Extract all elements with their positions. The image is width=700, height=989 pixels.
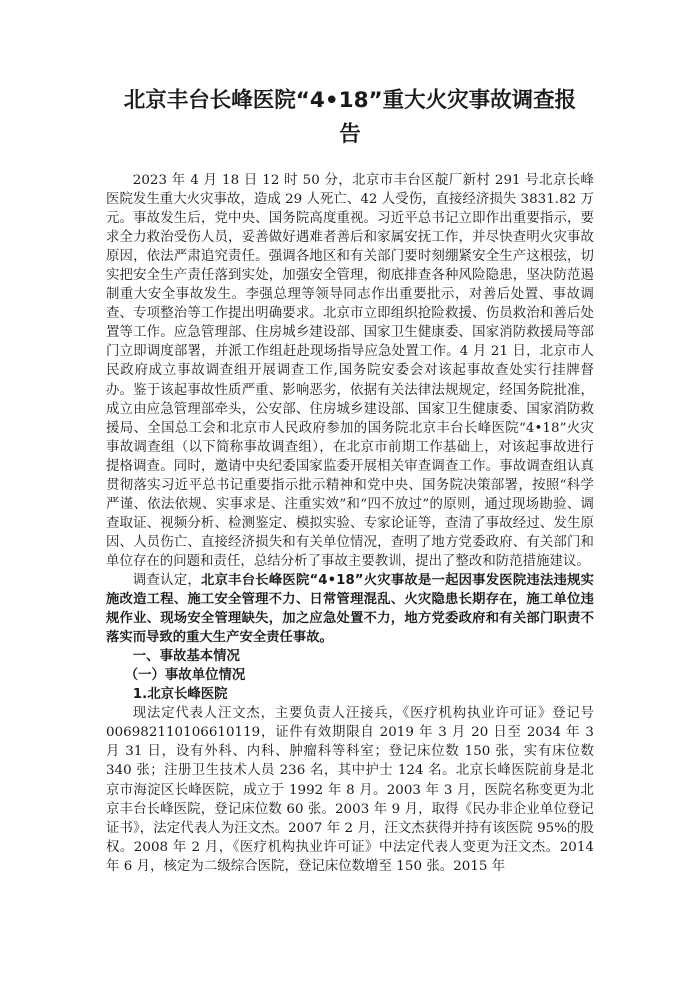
finding-lead: 调查认定， (132, 572, 202, 588)
subsection-heading-accident-unit: （一）事故单位情况 (124, 668, 246, 684)
report-title: 北京丰台长峰医院“4•18”重大火灾事故调查报告 (123, 88, 577, 147)
item-heading-hospital: 1.北京长峰医院 (132, 687, 228, 703)
finding-conclusion: 北京丰台长峰医院“4•18”火灾事故是一起因事发医院违法违规实施改造工程、施工安全管理不力、日常管理混乱、火灾隐患长期存在，施工单位违规作业、现场安全管理缺失，加之应急处置不力，地方党委政府和有关部门职责不落实而导致的重大生产安全责任事故。 (106, 572, 594, 646)
finding-paragraph (106, 571, 594, 647)
hospital-paragraph: 现法定代表人汪文杰，主要负责人汪接兵，《医疗机构执业许可证》登记号 006982110106610119，证件有效期限自 2019 年 3 月 20 日至 2034 年 3 月 31 日，设有外科、内科、肿瘤科等科室；登记床位数 150 张，实有床位数 340 张；注册卫生技术人员 236 名，其中护士 124 名。北京长峰医院前身是北京市海淀区长峰医院，成立于 1992 年 8 月。2003 年 3 月，医院名称变更为北京丰台长峰医院，登记床位数 60 张。2003 年 9 月，取得《民办非企业单位登记证书》，法定代表人为汪文杰。2007 年 2 月，汪文杰获得并持有该医院 95%的股权。2008 年 2 月，《医疗机构执业许可证》中法定代表人变更为汪文杰。2014 年 6 月，核定为二级综合医院，登记床位数增至 150 张。2015 年 (106, 706, 594, 874)
intro-paragraph: 2023 年 4 月 18 日 12 时 50 分，北京市丰台区靛厂新村 291 号北京长峰医院发生重大火灾事故，造成 29 人死亡、42 人受伤，直接经济损失 3831.82 万元。事故发生后，党中央、国务院高度重视。习近平总书记立即作出重要指示，要求全力救治受伤人员，妥善做好遇难者善后和家属安抚工作，并尽快查明火灾事故原因，依法严肃追究责任。强调各地区和有关部门要时刻绷紧安全生产这根弦，切实把安全生产责任落到实处，加强安全管理，彻底排查各种风险隐患，坚决防范遏制重大安全事故发生。李强总理等领导同志作出重要批示，对善后处置、事故调查、专项整治等工作提出明确要求。北京市立即组织抢险救援、伤员救治和善后处置等工作。应急管理部、住房城乡建设部、国家卫生健康委、国家消防救援局等部门立即调度部署，并派工作组赶赴现场指导应急处置工作。4 月 21 日，北京市人民政府成立事故调查组开展调查工作,国务院安委会对该起事故查处实行挂牌督办。鉴于该起事故性质严重、影响恶劣，依据有关法律法规规定，经国务院批准，成立由应急管理部牵头，公安部、住房城乡建设部、国家卫生健康委、国家消防救援局、全国总工会和北京市人民政府参加的国务院北京丰台长峰医院“4•18”火灾事故调查组（以下简称事故调查组），在北京市前期工作基础上，对该起事故进行提格调查。同时，邀请中央纪委国家监委开展相关审查调查工作。事故调查组认真贯彻落实习近平总书记重要指示批示精神和党中央、国务院决策部署，按照“科学严谨、依法依规、实事求是、注重实效”和“四不放过”的原则，通过现场勘验、调查取证、视频分析、检测鉴定、模拟实验、专家论证等，查清了事故经过、发生原因、人员伤亡、直接经济损失和有关单位情况，查明了地方党委政府、有关部门和单位存在的问题和责任，总结分析了事故主要教训，提出了整改和防范措施建议。 (106, 173, 594, 569)
section-heading-basic-info: 一、事故基本情况 (132, 649, 240, 665)
document-page (106, 84, 594, 876)
